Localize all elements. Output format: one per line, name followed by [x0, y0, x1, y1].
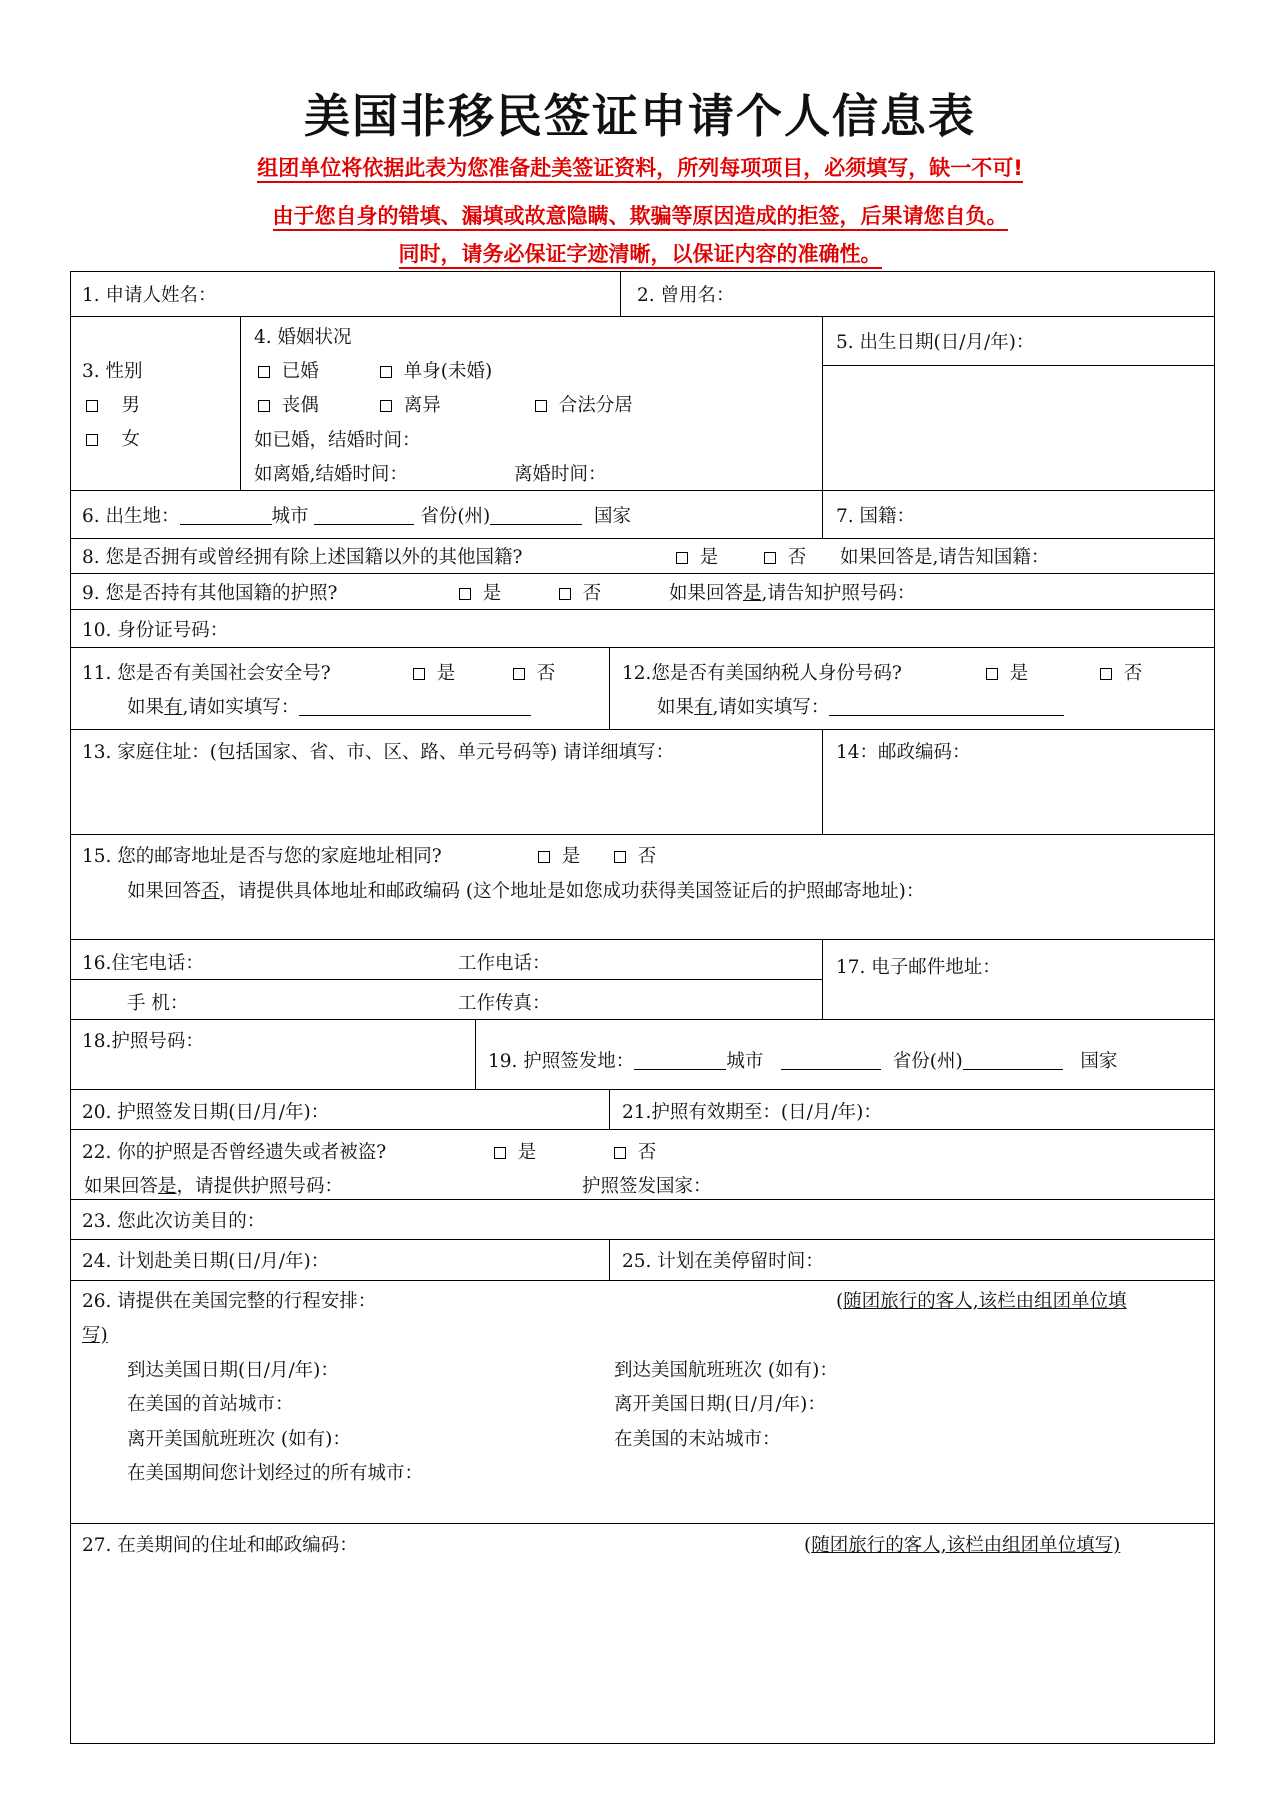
field-17-email[interactable]: 17. 电子邮件地址： [836, 957, 1001, 978]
f9-no-option[interactable]: 否 [559, 582, 601, 606]
field-10-id-number[interactable]: 10. 身份证号码： [82, 620, 229, 641]
field-12-itin: 12.您是否有美国纳税人身份号码? [622, 663, 902, 684]
f8-no-option[interactable]: 否 [764, 546, 806, 570]
checkbox-icon[interactable] [413, 668, 425, 680]
f11-no-option[interactable]: 否 [513, 662, 555, 686]
field-8-other-nationality: 8. 您是否拥有或曾经拥有除上述国籍以外的其他国籍? [82, 547, 523, 568]
last-city-field[interactable]: 在美国的末站城市： [614, 1429, 781, 1450]
f15-yes-option[interactable]: 是 [538, 845, 580, 869]
field-25-stay-duration[interactable]: 25. 计划在美停留时间： [622, 1251, 824, 1272]
f15-note[interactable]: 如果回答否，请提供具体地址和邮政编码 (这个地址是如您成功获得美国签证后的护照邮寄地址)： [127, 881, 925, 902]
f22-yes-option[interactable]: 是 [494, 1141, 536, 1165]
field-15-mailing-address: 15. 您的邮寄地址是否与您的家庭地址相同? [82, 846, 442, 867]
work-phone-field[interactable]: 工作电话： [458, 953, 551, 974]
f8-yes-option[interactable]: 是 [676, 546, 718, 570]
arrive-flight-field[interactable]: 到达美国航班班次 (如有)： [614, 1360, 838, 1381]
field-16-home-phone[interactable]: 16.住宅电话： [82, 953, 204, 974]
f15-no-option[interactable]: 否 [614, 845, 656, 869]
field-7-nationality[interactable]: 7. 国籍： [836, 506, 916, 527]
checkbox-icon[interactable] [380, 400, 392, 412]
notice-line-1: 组团单位将依据此表为您准备赴美签证资料，所列每项项目，必须填写，缺一不可! [0, 152, 1280, 182]
field-2-former-name[interactable]: 2. 曾用名： [637, 285, 735, 306]
checkbox-icon[interactable] [676, 552, 688, 564]
f11-fill-field[interactable]: 如果有,请如实填写： [127, 696, 531, 720]
f26-group-note-cont: 写) [82, 1325, 108, 1346]
f22-no-option[interactable]: 否 [614, 1141, 656, 1165]
arrive-date-field[interactable]: 到达美国日期(日/月/年)： [127, 1360, 339, 1381]
field-23-purpose[interactable]: 23. 您此次访美目的： [82, 1211, 266, 1232]
notice-line-2: 由于您自身的错填、漏填或故意隐瞒、欺骗等原因造成的拒签，后果请您自负。 [0, 200, 1280, 230]
all-cities-field[interactable]: 在美国期间您计划经过的所有城市： [127, 1463, 424, 1484]
work-fax-field[interactable]: 工作传真： [458, 993, 551, 1014]
depart-flight-field[interactable]: 离开美国航班班次 (如有)： [127, 1429, 351, 1450]
checkbox-icon[interactable] [459, 588, 471, 600]
marital-widowed-option[interactable]: 丧偶 [258, 394, 319, 418]
checkbox-icon[interactable] [986, 668, 998, 680]
notice-line-3: 同时，请务必保证字迹清晰，以保证内容的准确性。 [0, 238, 1280, 268]
divorce-time-field[interactable]: 离婚时间： [514, 464, 607, 485]
checkbox-icon[interactable] [86, 434, 98, 446]
checkbox-icon[interactable] [535, 400, 547, 412]
field-26-itinerary: 26. 请提供在美国完整的行程安排： [82, 1291, 377, 1312]
checkbox-icon[interactable] [559, 588, 571, 600]
f12-yes-option[interactable]: 是 [986, 662, 1028, 686]
field-13-home-address[interactable]: 13. 家庭住址：(包括国家、省、市、区、路、单元号码等) 请详细填写： [82, 742, 675, 763]
checkbox-icon[interactable] [614, 1147, 626, 1159]
f26-group-note: (随团旅行的客人,该栏由组团单位填 [836, 1291, 1127, 1312]
checkbox-icon[interactable] [764, 552, 776, 564]
marital-divorced-option[interactable]: 离异 [380, 394, 441, 418]
field-9-other-passport: 9. 您是否持有其他国籍的护照? [82, 583, 338, 604]
checkbox-icon[interactable] [258, 400, 270, 412]
checkbox-icon[interactable] [258, 366, 270, 378]
f11-yes-option[interactable]: 是 [413, 662, 455, 686]
field-1-applicant-name[interactable]: 1. 申请人姓名： [82, 285, 217, 306]
depart-date-field[interactable]: 离开美国日期(日/月/年)： [614, 1394, 826, 1415]
gender-male-option[interactable]: 男 [86, 394, 140, 418]
field-27-us-address[interactable]: 27. 在美期间的住址和邮政编码： [82, 1535, 358, 1556]
f8-note[interactable]: 如果回答是,请告知国籍： [840, 547, 1050, 568]
field-14-postal-code[interactable]: 14：邮政编码： [836, 742, 971, 763]
field-22-passport-lost: 22. 你的护照是否曾经遗失或者被盗? [82, 1142, 387, 1163]
checkbox-icon[interactable] [86, 400, 98, 412]
checkbox-icon[interactable] [494, 1147, 506, 1159]
f12-fill-field[interactable]: 如果有,请如实填写： [657, 696, 1064, 720]
field-4-marital-label: 4. 婚姻状况 [254, 327, 352, 348]
marital-married-option[interactable]: 已婚 [258, 360, 319, 384]
page-title: 美国非移民签证申请个人信息表 [304, 89, 976, 143]
mobile-field[interactable]: 手 机： [127, 993, 189, 1014]
f27-group-note: (随团旅行的客人,该栏由组团单位填写) [804, 1535, 1121, 1556]
first-city-field[interactable]: 在美国的首站城市： [127, 1394, 294, 1415]
f9-note[interactable]: 如果回答是,请告知护照号码： [669, 583, 916, 604]
field-24-planned-date[interactable]: 24. 计划赴美日期(日/月/年)： [82, 1251, 330, 1272]
marital-separated-option[interactable]: 合法分居 [535, 394, 633, 418]
field-18-passport-number[interactable]: 18.护照号码： [82, 1031, 204, 1052]
field-20-passport-issue-date[interactable]: 20. 护照签发日期(日/月/年)： [82, 1102, 330, 1123]
f22-issue-country[interactable]: 护照签发国家： [582, 1176, 712, 1197]
married-time-field[interactable]: 如已婚，结婚时间： [254, 430, 421, 451]
checkbox-icon[interactable] [538, 851, 550, 863]
field-5-birth-date[interactable]: 5. 出生日期(日/月/年)： [836, 332, 1035, 353]
f12-no-option[interactable]: 否 [1100, 662, 1142, 686]
checkbox-icon[interactable] [380, 366, 392, 378]
gender-female-option[interactable]: 女 [86, 428, 140, 452]
checkbox-icon[interactable] [1100, 668, 1112, 680]
field-3-gender-label: 3. 性别 [82, 361, 143, 382]
checkbox-icon[interactable] [513, 668, 525, 680]
field-21-passport-expiry[interactable]: 21.护照有效期至：(日/月/年)： [622, 1102, 882, 1123]
field-19-passport-issue-place[interactable]: 19. 护照签发地： 城市 省份(州) 国家 [488, 1051, 1118, 1072]
divorced-marry-time-field[interactable]: 如离婚,结婚时间： [254, 464, 408, 485]
field-6-birthplace[interactable]: 6. 出生地： 城市 省份(州) 国家 [82, 506, 632, 527]
checkbox-icon[interactable] [614, 851, 626, 863]
marital-single-option[interactable]: 单身(未婚) [380, 360, 492, 384]
field-11-ssn: 11. 您是否有美国社会安全号? [82, 663, 331, 684]
f9-yes-option[interactable]: 是 [459, 582, 501, 606]
f22-lost-passport-number[interactable]: 如果回答是，请提供护照号码： [84, 1176, 344, 1197]
